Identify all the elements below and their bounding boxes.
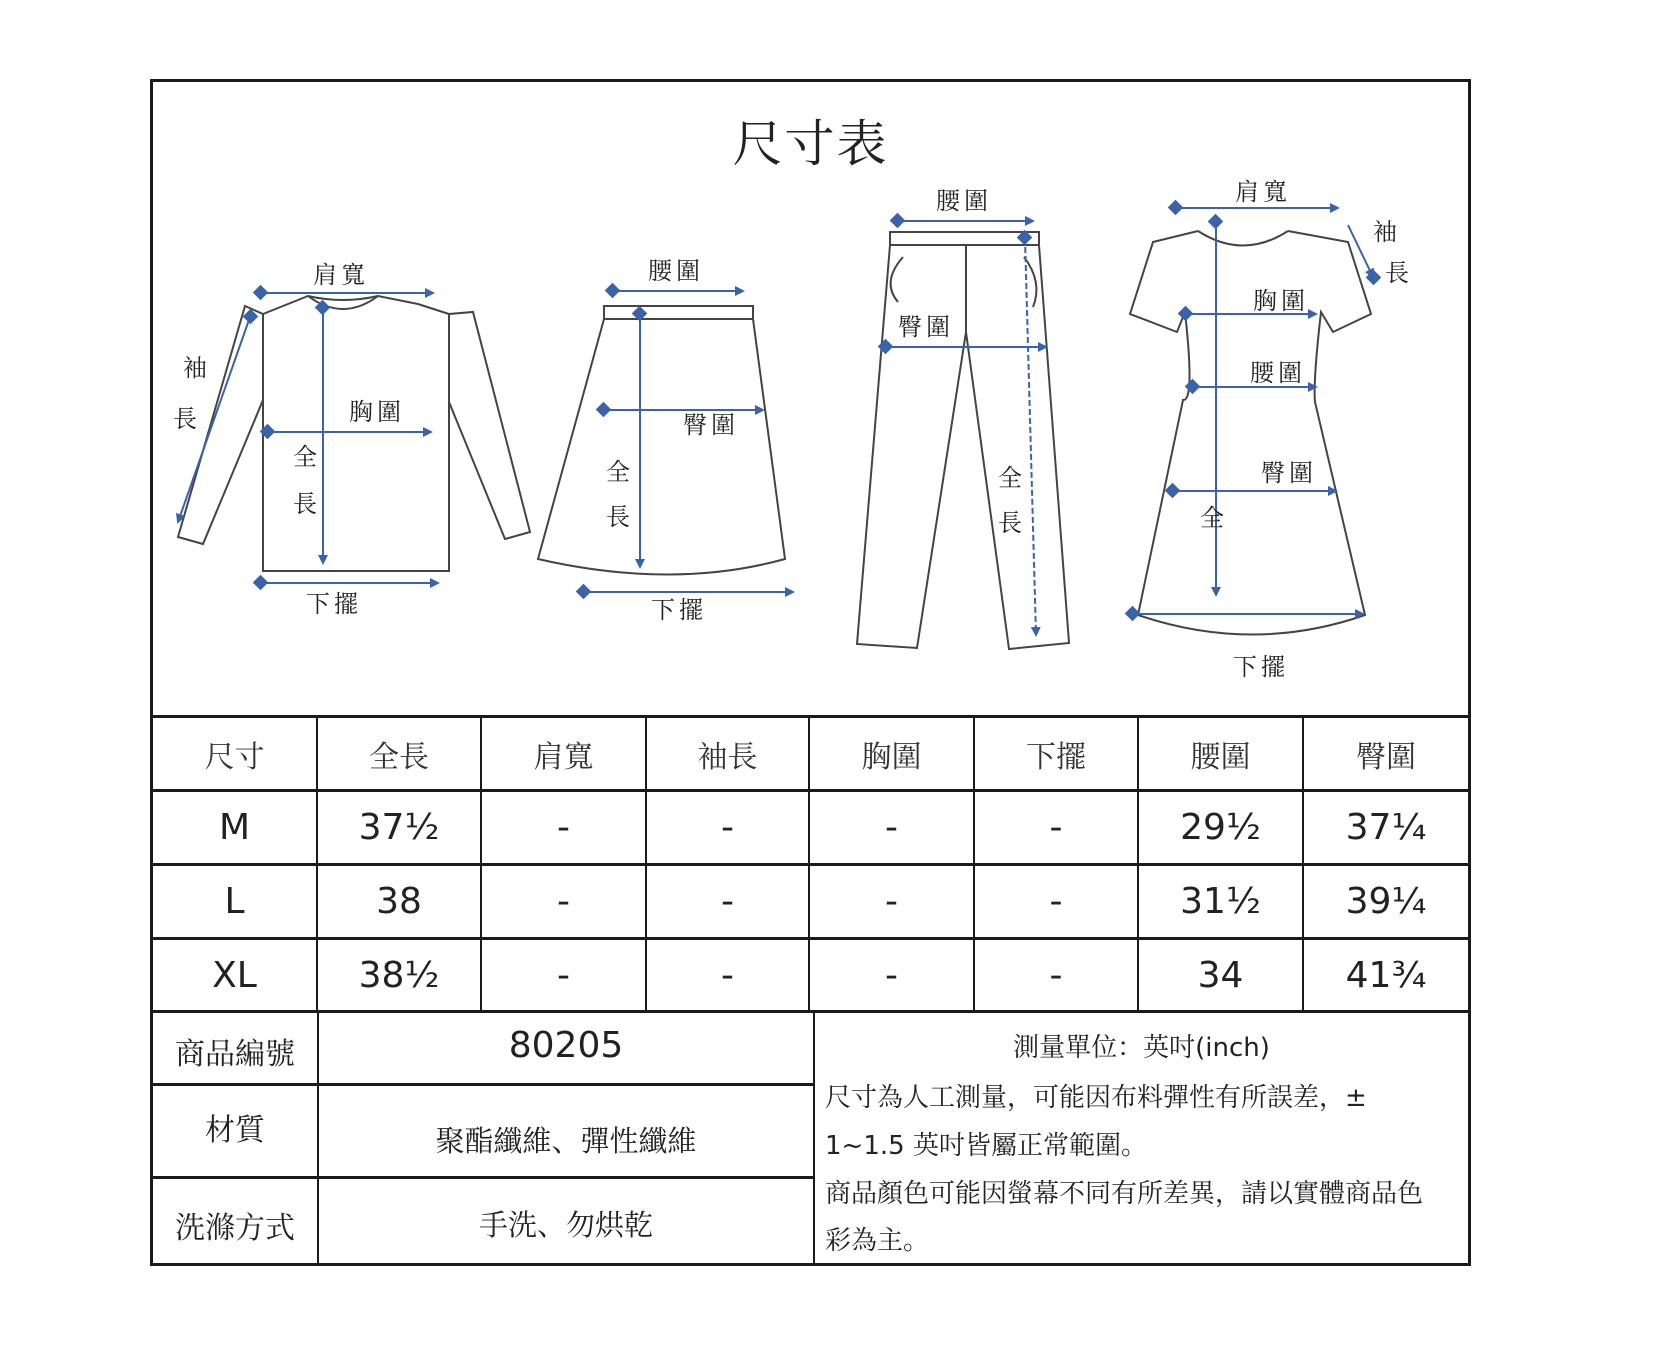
table-cell: 29½ bbox=[1138, 791, 1303, 865]
table-cell: - bbox=[974, 791, 1138, 865]
note-line: 1~1.5 英吋皆屬正常範圍。 bbox=[825, 1131, 1147, 1161]
table-cell: - bbox=[809, 865, 974, 939]
table-cell: - bbox=[646, 791, 809, 865]
pants-hip-label: 臀圍 bbox=[898, 313, 954, 341]
chart-title: 尺寸表 bbox=[732, 115, 889, 173]
table-header-row bbox=[153, 717, 1468, 791]
table-cell: - bbox=[481, 791, 646, 865]
note-line: 商品顏色可能因螢幕不同有所差異，請以實體商品色 bbox=[825, 1179, 1424, 1209]
product-code-value: 80205 bbox=[508, 1025, 624, 1066]
dress-length-label: 全 bbox=[1200, 504, 1228, 532]
table-cell: - bbox=[974, 939, 1138, 1012]
dress-hem-label: 下擺 bbox=[1233, 653, 1289, 681]
table-cell: 41¾ bbox=[1303, 939, 1468, 1012]
long-sleeve-top-diagram bbox=[178, 296, 530, 571]
table-cell: - bbox=[646, 939, 809, 1012]
header-cell-waist: 腰圍 bbox=[1138, 717, 1303, 791]
hem-label: 下擺 bbox=[306, 590, 362, 618]
header-cell-size: 尺寸 bbox=[153, 717, 317, 791]
garment-diagrams bbox=[153, 82, 1474, 715]
table-cell: - bbox=[646, 865, 809, 939]
table-cell: XL bbox=[153, 939, 317, 1012]
table-cell: 39¼ bbox=[1303, 865, 1468, 939]
product-info-section bbox=[153, 1010, 1468, 1266]
header-cell-hip: 臀圍 bbox=[1303, 717, 1468, 791]
dress-hip-label: 臀圍 bbox=[1261, 459, 1317, 487]
length-label-bottom: 長 bbox=[293, 490, 321, 518]
table-cell: 37½ bbox=[317, 791, 481, 865]
note-line: 尺寸為人工測量，可能因布料彈性有所誤差，± bbox=[825, 1083, 1367, 1113]
table-cell: 38 bbox=[317, 865, 481, 939]
sleeve-label-top: 袖 bbox=[183, 354, 211, 382]
table-cell: - bbox=[809, 939, 974, 1012]
unit-note: 測量單位：英吋(inch) bbox=[1013, 1033, 1270, 1063]
table-cell: 38½ bbox=[317, 939, 481, 1012]
material-label: 材質 bbox=[205, 1113, 265, 1148]
table-cell: 34 bbox=[1138, 939, 1303, 1012]
pants-diagram bbox=[857, 232, 1069, 649]
dress-arrows bbox=[1126, 201, 1380, 620]
skirt-hem-label: 下擺 bbox=[651, 596, 707, 624]
skirt-hip-label: 臀圍 bbox=[683, 411, 739, 439]
measurement-notes bbox=[815, 1013, 1468, 1266]
product-code-label: 商品編號 bbox=[175, 1037, 295, 1072]
skirt-diagram bbox=[538, 306, 785, 575]
size-table bbox=[153, 715, 1468, 1011]
skirt-waist-label: 腰圍 bbox=[648, 257, 704, 285]
table-cell: - bbox=[481, 939, 646, 1012]
care-value: 手洗、勿烘乾 bbox=[478, 1208, 653, 1242]
table-cell: 37¼ bbox=[1303, 791, 1468, 865]
skirt-arrows bbox=[577, 284, 793, 598]
pants-length-label-bottom: 長 bbox=[998, 509, 1026, 537]
shoulder-width-label: 肩寬 bbox=[313, 261, 369, 289]
header-cell-shoulder: 肩寬 bbox=[481, 717, 646, 791]
table-cell: L bbox=[153, 865, 317, 939]
skirt-length-label-bottom: 長 bbox=[606, 503, 634, 531]
dress-shoulder-label: 肩寬 bbox=[1235, 178, 1291, 206]
table-cell: - bbox=[481, 865, 646, 939]
header-cell-length: 全長 bbox=[317, 717, 481, 791]
table-cell: - bbox=[809, 791, 974, 865]
table-cell: 31½ bbox=[1138, 865, 1303, 939]
dress-sleeve-label-bottom: 長 bbox=[1385, 259, 1413, 287]
skirt-labels bbox=[606, 257, 739, 624]
pants-waist-label: 腰圍 bbox=[936, 187, 992, 215]
dress-chest-label: 胸圍 bbox=[1253, 287, 1309, 315]
pants-length-label-top: 全 bbox=[998, 464, 1026, 492]
header-cell-hem: 下擺 bbox=[974, 717, 1138, 791]
long-sleeve-top-arrows bbox=[178, 286, 438, 589]
chest-label: 胸圍 bbox=[349, 398, 405, 426]
table-row bbox=[153, 865, 1468, 939]
material-value: 聚酯纖維、彈性纖維 bbox=[435, 1124, 697, 1158]
table-cell: M bbox=[153, 791, 317, 865]
skirt-length-label-top: 全 bbox=[606, 458, 634, 486]
header-cell-chest: 胸圍 bbox=[809, 717, 974, 791]
care-label: 洗滌方式 bbox=[175, 1211, 295, 1246]
table-row bbox=[153, 939, 1468, 1012]
dress-diagram bbox=[1130, 231, 1371, 635]
size-chart-sheet bbox=[150, 79, 1471, 1266]
dress-sleeve-label-top: 袖 bbox=[1373, 218, 1401, 246]
dress-labels bbox=[1200, 178, 1413, 681]
header-cell-sleeve: 袖長 bbox=[646, 717, 809, 791]
length-label-top: 全 bbox=[293, 443, 321, 471]
pants-arrows bbox=[879, 214, 1046, 635]
dress-waist-label: 腰圍 bbox=[1250, 359, 1306, 387]
table-cell: - bbox=[974, 865, 1138, 939]
table-row bbox=[153, 791, 1468, 865]
note-line: 彩為主。 bbox=[825, 1226, 930, 1256]
sleeve-label-bottom: 長 bbox=[173, 405, 201, 433]
